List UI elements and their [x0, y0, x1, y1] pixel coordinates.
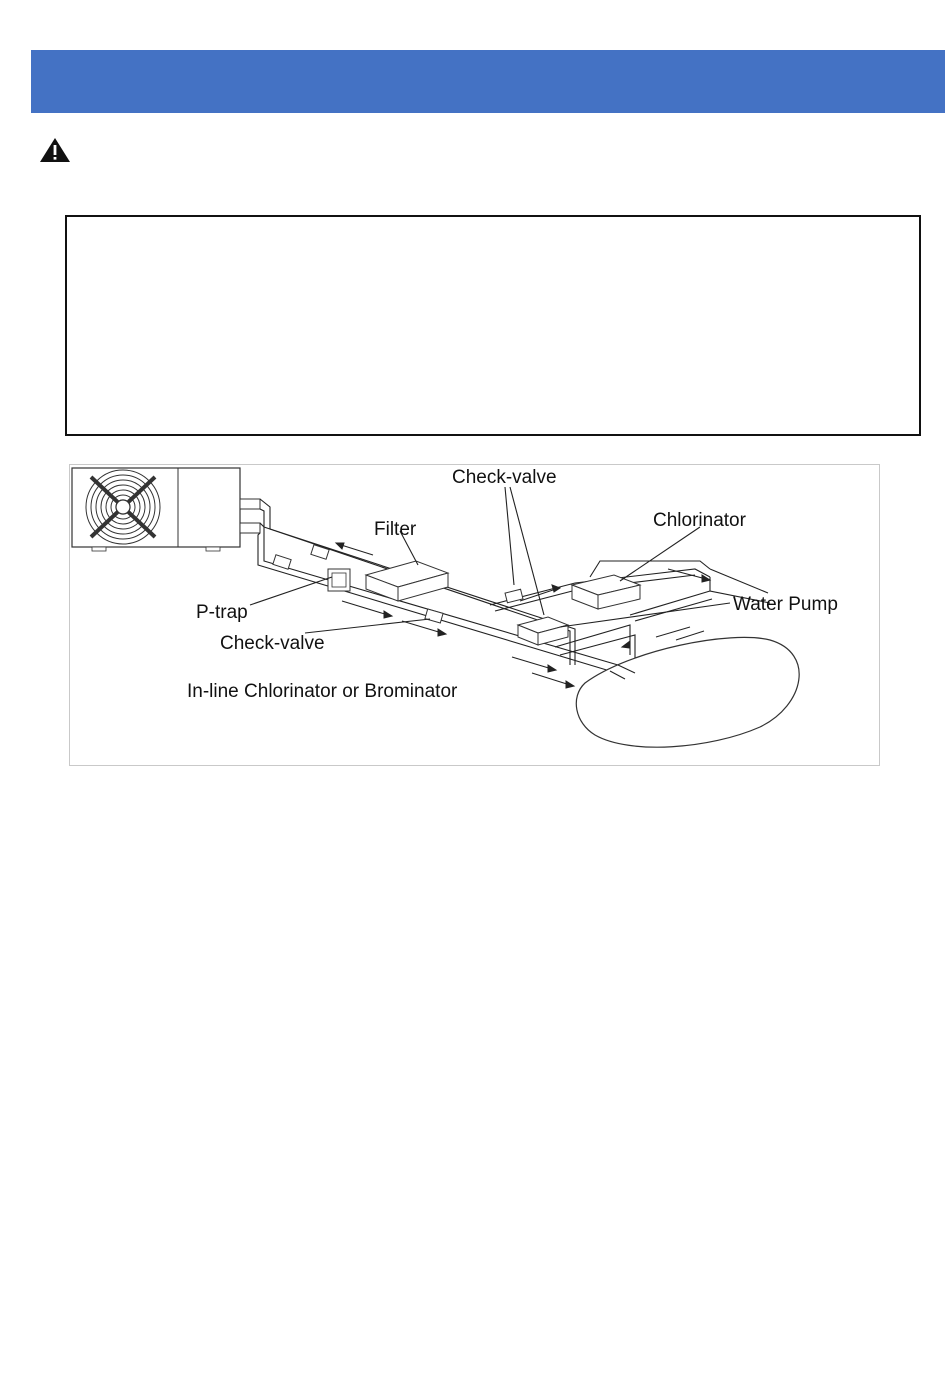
- label-water-pump: Water Pump: [733, 594, 838, 615]
- label-chlorinator: Chlorinator: [653, 510, 746, 531]
- label-p-trap: P-trap: [196, 602, 248, 623]
- water-pump-box: [518, 617, 568, 645]
- label-inline-chlorinator: In-line Chlorinator or Brominator: [187, 681, 458, 702]
- notice-box: [65, 215, 921, 436]
- warning-icon: [39, 137, 71, 163]
- header-bar: [31, 50, 945, 113]
- label-filter: Filter: [374, 519, 417, 540]
- pool-shape: [576, 637, 799, 747]
- p-trap: [328, 569, 350, 591]
- heat-pump-unit: [72, 468, 240, 551]
- label-check-valve-bottom: Check-valve: [220, 633, 325, 654]
- chlorinator-box: [572, 575, 640, 609]
- label-check-valve-top: Check-valve: [452, 467, 557, 488]
- installation-diagram: [69, 464, 880, 766]
